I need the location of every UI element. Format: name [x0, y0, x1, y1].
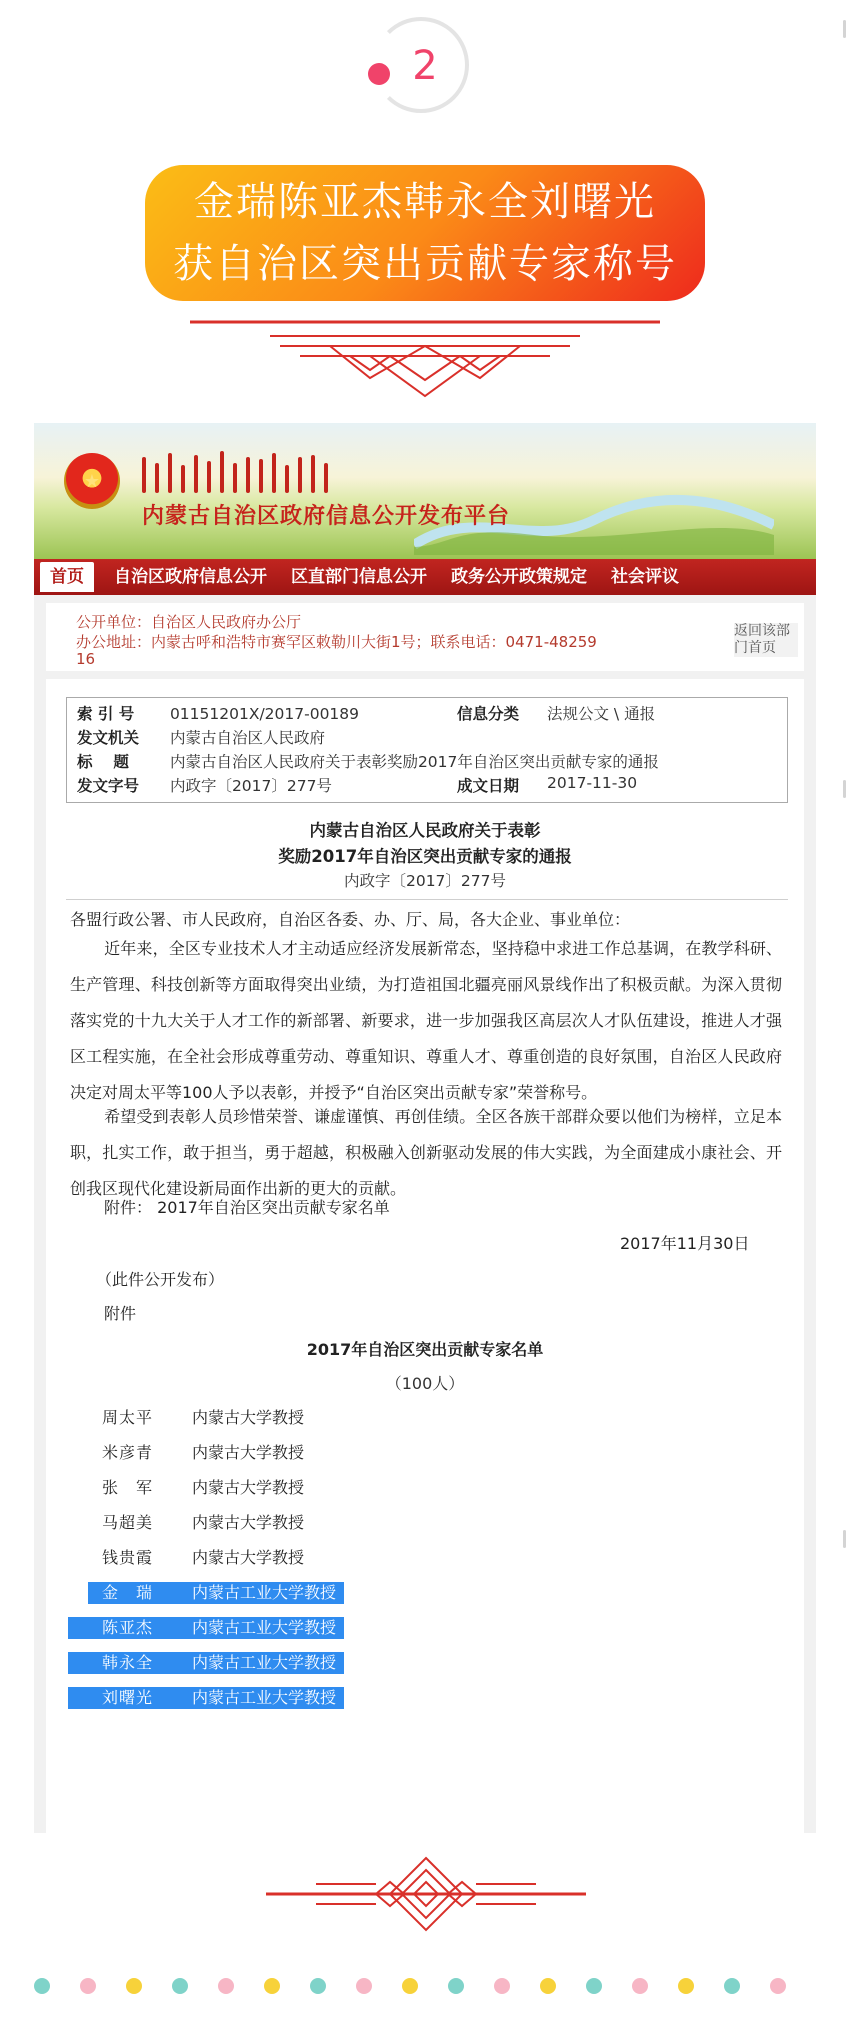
- decorative-dot: [172, 1978, 188, 1994]
- national-emblem-icon: ★: [64, 453, 120, 509]
- document-panel: [46, 679, 804, 1833]
- body-paragraph-2: [70, 1099, 782, 1207]
- expert-name: 陈亚杰: [102, 1618, 154, 1637]
- decorative-dot: [218, 1978, 234, 1994]
- body-paragraph-1-text: 近年来，全区专业技术人才主动适应经济发展新常态，坚持稳中求进工作总基调，在教学科研、生产管理、科技创新等方面取得突出业绩，为打造祖国北疆亮丽风景线作出了积极贡献。为深入贯彻落实党的十九大关于人才工作的新部署、新要求，进一步加强我区高层次人才队伍建设，推进人才强区工程实施，在全社会形成尊重劳动、尊重知识、尊重人才、尊重创造的良好氛围，自治区人民政府决定对周太平等100人予以表彰，并授予“自治区突出贡献专家”荣誉称号。: [70, 939, 782, 1102]
- document-metadata-table: [66, 697, 788, 803]
- title-line-1: 金瑞陈亚杰韩永全刘曙光: [194, 179, 656, 225]
- nav-policy-rules[interactable]: 政务公开政策规定: [451, 567, 587, 587]
- expert-name: 韩永全: [102, 1653, 154, 1672]
- public-release-note: （此件公开发布）: [96, 1270, 225, 1289]
- document-number: 内政字〔2017〕277号: [343, 872, 507, 890]
- address-line: 办公地址：内蒙古呼和浩特市赛罕区敕勒川大街1号；联系电话：0471-48259: [76, 633, 597, 651]
- attachment-label: 附件: [104, 1304, 137, 1323]
- section-number: 2: [412, 43, 438, 89]
- decorative-dot: [310, 1978, 326, 1994]
- nav-home[interactable]: 首页: [40, 562, 94, 592]
- nav-department-info[interactable]: 区直部门信息公开: [291, 567, 427, 587]
- decorative-dot: [402, 1978, 418, 1994]
- expert-title: 内蒙古工业大学教授: [192, 1618, 337, 1637]
- decorative-dot: [356, 1978, 372, 1994]
- meta-docno-value: 内政字〔2017〕277号: [169, 777, 332, 795]
- meta-row-index: [77, 702, 656, 724]
- decorative-dot-row: [34, 1978, 824, 1998]
- salutation: 各盟行政公署、市人民政府，自治区各委、办、厅、局，各大企业、事业单位：: [70, 910, 631, 929]
- meta-index-value: 01151201X/2017-00189: [169, 705, 360, 723]
- title-line-2: 获自治区突出贡献专家称号: [173, 241, 677, 287]
- expert-list-count: （100人）: [385, 1374, 465, 1393]
- meta-title-key: 标 题: [77, 753, 129, 771]
- body-paragraph-2-text: 希望受到表彰人员珍惜荣誉、谦虚谨慎、再创佳绩。全区各族干部群众要以他们为榜样，立足本职，扎实工作，敢于担当，勇于超越，积极融入创新驱动发展的伟大实践，为全面建成小康社会、开创我区现代化建设新局面作出新的更大的贡献。: [70, 1107, 782, 1198]
- meta-row-title: [77, 750, 659, 772]
- address-line-cont: 16: [76, 650, 96, 668]
- section-number-dot: [368, 63, 390, 85]
- expert-name: 米彦青: [102, 1443, 154, 1462]
- expert-name: 金 瑞: [102, 1583, 154, 1602]
- expert-title: 内蒙古工业大学教授: [192, 1653, 337, 1672]
- government-page-screenshot: [34, 423, 816, 1833]
- portal-banner: [34, 423, 816, 559]
- nav-public-review[interactable]: 社会评议: [611, 567, 679, 587]
- attachment-note: 附件： 2017年自治区突出贡献专家名单: [104, 1198, 390, 1217]
- top-ornament: [190, 318, 660, 404]
- meta-docno-key: 发文字号: [77, 777, 140, 795]
- decorative-dot: [770, 1978, 786, 1994]
- decorative-dot: [586, 1978, 602, 1994]
- publisher-line: 公开单位：自治区人民政府办公厅: [76, 613, 302, 631]
- expert-list-title: 2017年自治区突出贡献专家名单: [306, 1340, 544, 1359]
- expert-name: 马超美: [102, 1513, 154, 1532]
- decorative-dot: [632, 1978, 648, 1994]
- nav-region-info[interactable]: 自治区政府信息公开: [114, 567, 267, 587]
- expert-title: 内蒙古大学教授: [192, 1513, 305, 1532]
- meta-title-value: 内蒙古自治区人民政府关于表彰奖励2017年自治区突出贡献专家的通报: [169, 753, 659, 771]
- document-heading-line-1: 内蒙古自治区人民政府关于表彰: [309, 821, 541, 840]
- expert-title: 内蒙古大学教授: [192, 1548, 305, 1567]
- meta-date-key: 成文日期: [457, 777, 520, 795]
- meta-issuer-value: 内蒙古自治区人民政府: [169, 729, 325, 747]
- document-heading-line-2: 奖励2017年自治区突出贡献专家的通报: [278, 847, 572, 866]
- bottom-ornament: [266, 1856, 586, 1932]
- decorative-dot: [264, 1978, 280, 1994]
- decorative-dot: [80, 1978, 96, 1994]
- title-banner: [145, 165, 705, 301]
- decorative-dot: [678, 1978, 694, 1994]
- expert-name: 刘曙光: [102, 1688, 154, 1707]
- body-paragraph-1: [70, 931, 782, 1111]
- publisher-info: [46, 603, 804, 671]
- decorative-dot: [126, 1978, 142, 1994]
- meta-category-key: 信息分类: [457, 705, 520, 723]
- mongolian-script-logo: [142, 451, 392, 493]
- expert-name: 钱贵霞: [102, 1548, 154, 1567]
- scroll-marker: [843, 1530, 846, 1548]
- meta-row-docno: [77, 774, 638, 796]
- scroll-marker: [843, 20, 846, 38]
- decorative-dot: [540, 1978, 556, 1994]
- issue-date: 2017年11月30日: [620, 1234, 750, 1253]
- meta-category-value: 法规公文 \ 通报: [547, 705, 656, 723]
- expert-title: 内蒙古大学教授: [192, 1478, 305, 1497]
- meta-date-value: 2017-11-30: [547, 774, 638, 792]
- heading-divider: [66, 899, 788, 900]
- decorative-dot: [724, 1978, 740, 1994]
- expert-title: 内蒙古大学教授: [192, 1443, 305, 1462]
- expert-title: 内蒙古工业大学教授: [192, 1688, 337, 1707]
- decorative-dot: [494, 1978, 510, 1994]
- decorative-dot: [448, 1978, 464, 1994]
- platform-name: 内蒙古自治区政府信息公开发布平台: [142, 504, 511, 529]
- meta-row-issuer: [77, 726, 325, 748]
- portal-nav-bar: [34, 559, 816, 595]
- meta-issuer-key: 发文机关: [77, 729, 140, 747]
- meta-index-key: 索 引 号: [77, 705, 135, 723]
- back-to-department-link[interactable]: 返回该部门首页: [734, 623, 798, 657]
- expert-title: 内蒙古大学教授: [192, 1408, 305, 1427]
- expert-name: 周太平: [102, 1408, 154, 1427]
- decorative-dot: [34, 1978, 50, 1994]
- expert-title: 内蒙古工业大学教授: [192, 1583, 337, 1602]
- scroll-marker: [843, 780, 846, 798]
- expert-name: 张 军: [102, 1478, 154, 1497]
